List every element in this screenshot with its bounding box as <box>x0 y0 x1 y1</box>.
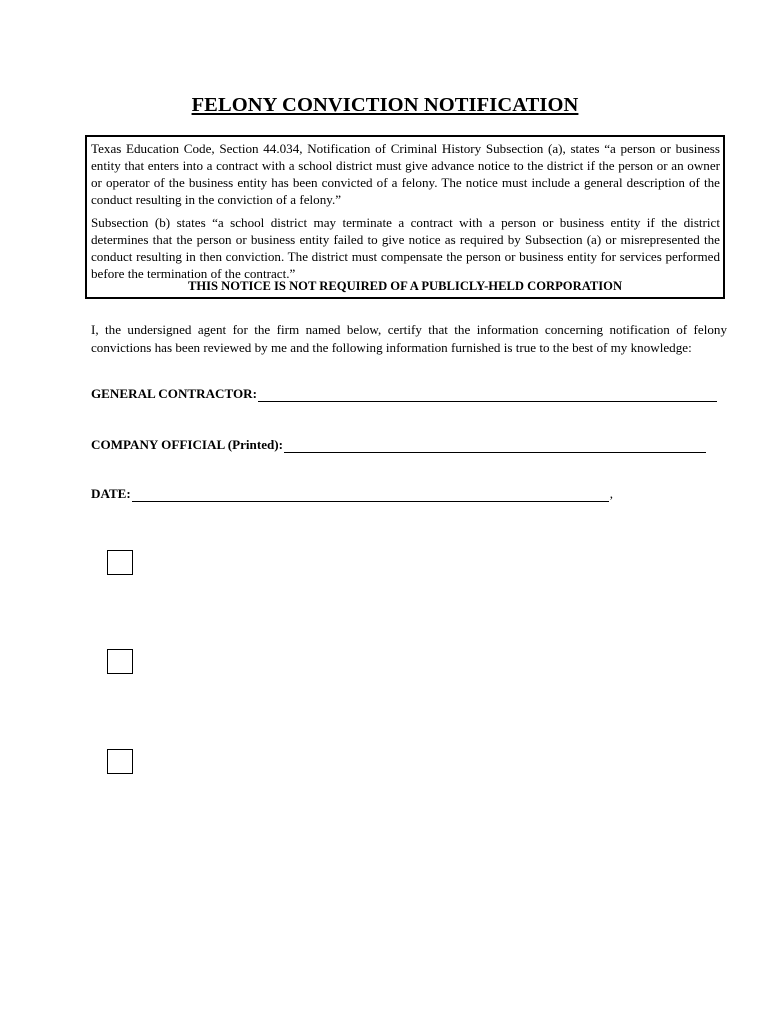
date-label: DATE: <box>91 486 131 501</box>
not-required-notice: THIS NOTICE IS NOT REQUIRED OF A PUBLICLY-HELD CORPORATION <box>187 279 623 293</box>
subsection-b-text: Subsection (b) states “a school district may terminate a contract with a person or business entity if the district determines that the person or business entity failed to give notice as required by Subsection (a) or misrepresented the conduct resulting in then conviction. The district must compensate the person or business entity for services performed before the termination of the contract.” <box>91 215 720 281</box>
company-official-field <box>91 437 706 453</box>
checkbox-3[interactable] <box>107 749 133 774</box>
general-contractor-label: GENERAL CONTRACTOR: <box>91 386 257 401</box>
date-input[interactable] <box>132 487 609 502</box>
date-field <box>91 486 613 502</box>
date-suffix: , <box>609 486 614 501</box>
subsection-a-text: Texas Education Code, Section 44.034, Notification of Criminal History Subsection (a), states “a person or business entity that enters into a contract with a school district must give advance notice to the district if the person or an owner or operator of the business entity has been convicted of a felony. The notice must include a general description of the conduct resulting in the conviction of a felony.” <box>91 141 720 207</box>
company-official-label: COMPANY OFFICIAL (Printed): <box>91 437 284 452</box>
page-title: FELONY CONVICTION NOTIFICATION <box>191 94 579 116</box>
general-contractor-input[interactable] <box>258 387 717 402</box>
checkbox-2[interactable] <box>107 649 133 674</box>
certification-statement: I, the undersigned agent for the firm named below, certify that the information concerning notification of felony convictions has been reviewed by me and the following information furnished is true to the best of my knowledge: <box>91 322 727 355</box>
notice-box <box>85 135 725 299</box>
company-official-input[interactable] <box>284 438 706 453</box>
checkbox-1[interactable] <box>107 550 133 575</box>
general-contractor-field <box>91 386 717 402</box>
